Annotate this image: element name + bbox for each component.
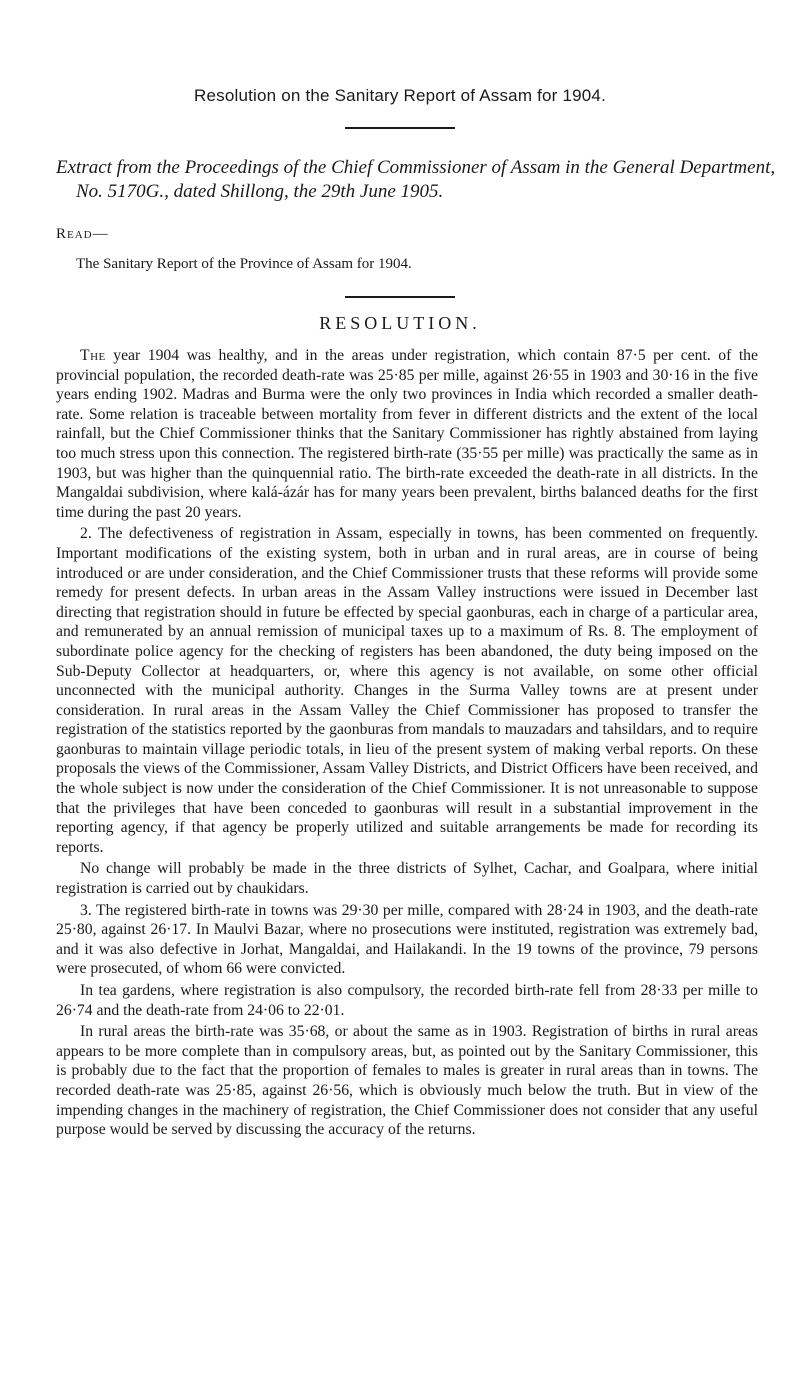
top-divider [345,127,455,129]
paragraph-1 [56,346,758,522]
paragraph-2: 2. The defectiveness of registration in Assam, especially in towns, has been commented on frequently. Important modifications of the existing system, both in urban and in rural areas, are in course of being introduced or are under consideration, and the Chief Commissioner trusts that these reforms will provide some remedy for present defects. In urban areas in the Assam Valley instructions were issued in December last directing that registration should in future be effected by special gaonburas, each in charge of a particular area, and remunerated by an annual remission of municipal taxes up to a maximum of Rs. 8. The employment of subordinate police agency for the checking of registers has been abandoned, the duty being imposed on the Sub-Deputy Collector at headquarters, or, where this agency is not available, on some other official unconnected with the municipal authority. Changes in the Surma Valley towns are at present under consideration. In rural areas in the Assam Valley the Chief Commissioner has proposed to transfer the registration of the statistics reported by the gaonburas from mandals to mauzadars and tahsildars, and to require gaonburas to maintain village periodic totals, in lieu of the present system of making verbal reports. On these proposals the views of the Commissioner, Assam Valley Districts, and District Officers have been received, and the whole subject is now under the consideration of the Chief Commissioner. It is not unreasonable to suppose that the privileges that have been conceded to gaonburas will result in a substantial improvement in the reporting agency, if that agency be properly utilized and suitable arrangements be made for recording its reports. [56,525,758,856]
paragraph-3: No change will probably be made in the three districts of Sylhet, Cachar, and Goalpara, where initial registration is carried out by chaukidars. [56,860,758,898]
resolution-title: RESOLUTION. [319,313,481,333]
read-label: Read— [56,226,109,242]
middle-divider [345,296,455,298]
paragraph-1-text: year 1904 was healthy, and in the areas under registration, which contain 87·5 per cent. of the provincial population, the recorded death-rate was 25·85 per mille, against 26·55 in 1903 and 30·16 in the five years ending 1902. Madras and Burma were the only two provinces in India which recorded a smaller death-rate. Some relation is traceable between mortality from fever in different districts and the extent of the local rainfall, but the Chief Commissioner thinks that the Sanitary Commissioner has rightly abstained from laying too much stress upon this connection. The registered birth-rate (35·55 per mille) was practically the same as in 1903, but was higher than the quinquennial ratio. The birth-rate exceeded the death-rate in all districts. In the Mangaldai subdivision, where kalá-ázár has for many years been prevalent, births balanced deaths for the first time during the past 20 years. [56,347,758,521]
paragraph-4: 3. The registered birth-rate in towns was 29·30 per mille, compared with 28·24 in 1903, and the death-rate 25·80, against 26·17. In Maulvi Bazar, where no prosecutions were instituted, registration was extremely bad, and it was also defective in Jorhat, Mangaldai, and Hailakandi. In the 19 towns of the province, 79 persons were prosecuted, of whom 66 were convicted. [56,901,758,978]
paragraph-1-lead: The [80,347,106,364]
resolution-body [56,346,758,1142]
document-heading: Resolution on the Sanitary Report of Assam for 1904. [193,86,607,105]
paragraph-6: In rural areas the birth-rate was 35·68, or about the same as in 1903. Registration of births in rural areas appears to be more complete than in compulsory areas, but, as pointed out by the Sanitary Commissioner, this is probably due to the fact that the proportion of females to males is greater in rural areas than in towns. The recorded death-rate was 25·85, against 26·56, which is obviously much below the truth. But in view of the impending changes in the machinery of registration, the Chief Commissioner does not consider that any useful purpose would be served by discussing the accuracy of the returns. [56,1023,758,1139]
paragraph-5: In tea gardens, where registration is also compulsory, the recorded birth-rate fell from 28·33 per mille to 26·74 and the death-rate from 24·06 to 22·01. [56,982,758,1019]
read-body: The Sanitary Report of the Province of Assam for 1904. [76,256,412,272]
extract-line: Extract from the Proceedings of the Chief Commissioner of Assam in the General Department, No. 5170G., dated Shillong, the 29th June 1905. [56,157,776,202]
